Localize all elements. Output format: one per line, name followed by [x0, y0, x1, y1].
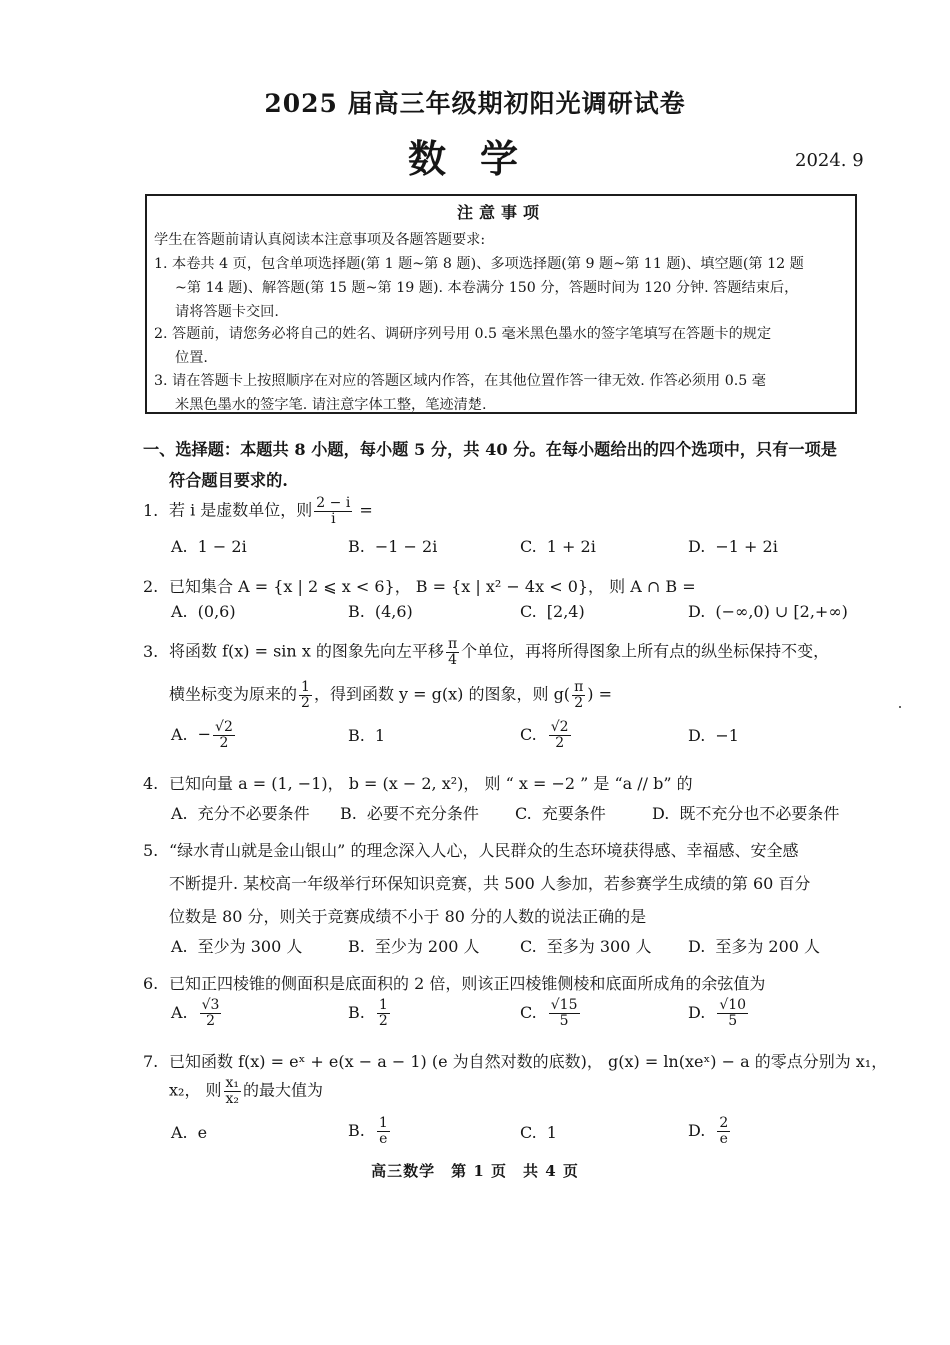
- question-stem: 若 i 是虚数单位，则: [169, 500, 313, 520]
- question-number: 7.: [143, 1052, 159, 1071]
- option-label: A.: [171, 724, 188, 744]
- notice-line: ~第 14 题)、解答题(第 15 题~第 19 题). 本卷满分 150 分，答题时间为 120 分钟. 答题结束后，: [175, 280, 799, 296]
- notice-line: 1. 本卷共 4 页，包含单项选择题(第 1 题~第 8 题)、多项选择题(第 9 题~第 11 题)、填空题(第 12 题: [154, 256, 804, 272]
- option-label: A.: [171, 1002, 188, 1022]
- option-label: A.: [171, 1123, 188, 1142]
- fraction: [572, 680, 585, 710]
- option-label: C.: [515, 804, 532, 823]
- section-heading-cont: 符合题目要求的.: [169, 471, 288, 490]
- option-label: C.: [520, 537, 537, 556]
- question-3: [143, 637, 829, 667]
- question-4: [143, 771, 693, 794]
- q7-option-b[interactable]: [348, 1116, 392, 1146]
- fraction-denominator: 2: [206, 1012, 216, 1029]
- q1-option-d[interactable]: [688, 537, 778, 556]
- option-text: 1 + 2i: [546, 537, 596, 556]
- option-label: B.: [348, 937, 365, 956]
- fraction-numerator: √15: [550, 997, 578, 1013]
- notice-box: [145, 194, 857, 414]
- option-label: D.: [688, 537, 706, 556]
- notice-line: 米黑色墨水的签字笔. 请注意字体工整，笔迹清楚.: [175, 397, 487, 413]
- fraction: [314, 496, 352, 526]
- fraction: [299, 680, 312, 710]
- fraction-numerator: 2 − i: [316, 495, 351, 511]
- notice-line: 请将答题卡交回.: [175, 304, 279, 320]
- question-number: 1.: [143, 500, 159, 520]
- option-text: 充分不必要条件: [197, 804, 310, 823]
- question-5-cont: 不断提升. 某校高一年级举行环保知识竞赛，共 500 人参加，若参赛学生成绩的第 60 百分: [169, 874, 811, 893]
- option-label: A.: [171, 937, 188, 956]
- option-label: D.: [688, 1120, 706, 1140]
- option-label: B.: [340, 804, 357, 823]
- question-stem: x₂， 则: [169, 1080, 222, 1100]
- option-label: C.: [520, 724, 537, 744]
- option-label: B.: [348, 1120, 365, 1140]
- fraction: [224, 1076, 242, 1106]
- fraction: [717, 1116, 730, 1146]
- fraction-denominator: x₂: [225, 1090, 240, 1107]
- fraction-numerator: √3: [201, 997, 220, 1013]
- question-stem: 已知函数 f(x) = eˣ + e(x − a − 1) (e 为自然对数的底数)， g(x) = ln(xeˣ) − a 的零点分别为 x₁，: [169, 1052, 888, 1071]
- exam-date: 2024. 9: [795, 150, 864, 171]
- notice-line: 3. 请在答题卡上按照顺序在对应的答题区域内作答，在其他位置作答一律无效. 作答必须用 0.5 毫: [154, 373, 766, 389]
- option-sign: −: [197, 724, 212, 744]
- option-label: D.: [688, 937, 706, 956]
- q4-option-a[interactable]: [171, 801, 310, 824]
- option-label: C.: [520, 937, 537, 956]
- question-number: 5.: [143, 841, 159, 860]
- option-text: −1 + 2i: [715, 537, 778, 556]
- question-number: 6.: [143, 974, 159, 993]
- question-stem: 个单位，再将所得图象上所有点的纵坐标保持不变，: [461, 641, 830, 661]
- option-label: B.: [348, 1002, 365, 1022]
- q1-option-c[interactable]: [520, 537, 596, 556]
- question-2: [143, 574, 696, 597]
- option-label: C.: [520, 1002, 537, 1022]
- fraction-numerator: 2: [719, 1115, 729, 1131]
- q4-option-d[interactable]: [652, 801, 839, 824]
- option-label: C.: [520, 1123, 537, 1142]
- question-5: [143, 838, 798, 861]
- q5-option-b[interactable]: [348, 934, 480, 957]
- section-heading: 一、选择题：本题共 8 小题，每小题 5 分，共 40 分。在每小题给出的四个选项中，只有一项是: [143, 440, 837, 459]
- fraction: [200, 998, 222, 1028]
- q7-option-c[interactable]: [520, 1123, 557, 1142]
- option-text: −1: [715, 726, 739, 745]
- question-number: 2.: [143, 577, 159, 596]
- fraction-numerator: √2: [550, 719, 569, 735]
- fraction-numerator: π: [574, 679, 584, 695]
- q4-option-b[interactable]: [340, 801, 479, 824]
- question-7: [143, 1049, 887, 1072]
- q5-option-d[interactable]: [688, 934, 820, 957]
- option-label: A.: [171, 602, 188, 621]
- q4-option-c[interactable]: [515, 801, 606, 824]
- question-stem: 已知正四棱锥的侧面积是底面积的 2 倍，则该正四棱锥侧棱和底面所成角的余弦值为: [169, 974, 766, 993]
- notice-intro: 学生在答题前请认真阅读本注意事项及各题答题要求:: [154, 232, 486, 248]
- fraction-numerator: √2: [215, 719, 233, 735]
- option-label: C.: [520, 602, 537, 621]
- fraction-denominator: 2: [301, 694, 310, 711]
- option-text: [2,4): [546, 602, 585, 621]
- option-text: 必要不充分条件: [366, 804, 479, 823]
- fraction-denominator: 2: [555, 734, 565, 751]
- fraction-numerator: π: [447, 636, 458, 652]
- question-1: [143, 496, 373, 526]
- option-text: e: [197, 1123, 208, 1142]
- scan-speck: [899, 706, 901, 708]
- q1-option-b[interactable]: [348, 537, 437, 556]
- q6-option-b[interactable]: [348, 998, 392, 1028]
- fraction-numerator: 1: [378, 997, 388, 1013]
- option-text: 1: [374, 726, 386, 745]
- question-3-cont: [169, 680, 612, 710]
- fraction-denominator: e: [719, 1130, 728, 1147]
- option-text: (4,6): [374, 602, 413, 621]
- option-label: D.: [688, 1002, 706, 1022]
- fraction-numerator: x₁: [225, 1075, 240, 1091]
- fraction-denominator: 2: [219, 734, 229, 751]
- q6-option-a[interactable]: [171, 998, 223, 1028]
- notice-line: 位置.: [175, 350, 208, 366]
- option-text: 1: [546, 1123, 557, 1142]
- fraction: [549, 998, 580, 1028]
- q2-option-d[interactable]: [688, 602, 848, 621]
- q1-option-a[interactable]: [171, 537, 247, 556]
- question-stem-end: 的最大值为: [243, 1080, 324, 1100]
- question-stem: 已知集合 A = {x | 2 ⩽ x < 6}， B = {x | x² − 4x < 0}， 则 A ∩ B =: [169, 577, 696, 596]
- question-stem-end: =: [354, 500, 373, 520]
- option-label: B.: [348, 726, 365, 745]
- q3-option-c[interactable]: [520, 720, 573, 750]
- fraction: [549, 720, 571, 750]
- fraction-numerator: 1: [378, 1115, 388, 1131]
- question-stem: ，得到函数 y = g(x) 的图象，则 g(: [313, 684, 571, 704]
- option-text: 既不充分也不必要条件: [679, 804, 840, 823]
- fraction-denominator: 4: [448, 651, 457, 668]
- fraction-denominator: 2: [378, 1012, 388, 1029]
- q7-option-a[interactable]: [171, 1123, 207, 1142]
- notice-title: 注意事项: [456, 203, 545, 222]
- fraction: [446, 637, 459, 667]
- fraction-numerator: √10: [719, 997, 747, 1013]
- fraction-denominator: 5: [559, 1012, 569, 1029]
- fraction: [213, 720, 235, 750]
- exam-title: 2025 届高三年级期初阳光调研试卷: [264, 89, 686, 118]
- question-number: 4.: [143, 774, 159, 793]
- option-text: 1 − 2i: [197, 537, 247, 556]
- question-stem: “绿水青山就是金山银山” 的理念深入人心，人民群众的生态环境获得感、幸福感、安全感: [169, 841, 799, 860]
- fraction: [377, 1116, 390, 1146]
- question-stem-end: ) =: [587, 684, 612, 704]
- option-label: B.: [348, 537, 365, 556]
- option-label: A.: [171, 537, 188, 556]
- option-text: 至少为 200 人: [374, 937, 480, 956]
- q7-option-d[interactable]: [688, 1116, 732, 1146]
- option-label: D.: [688, 726, 706, 745]
- question-6: [143, 971, 765, 994]
- page-footer: 高三数学 第 1 页 共 4 页: [371, 1162, 579, 1180]
- fraction-numerator: 1: [301, 679, 310, 695]
- q2-option-c[interactable]: [520, 602, 585, 621]
- fraction-denominator: e: [379, 1130, 388, 1147]
- question-stem: 横坐标变为原来的: [169, 684, 298, 704]
- fraction-denominator: 2: [574, 694, 584, 711]
- notice-line: 2. 答题前，请您务必将自己的姓名、调研序列号用 0.5 毫米黑色墨水的签字笔填写在答题卡的规定: [154, 326, 772, 342]
- option-label: A.: [171, 804, 188, 823]
- option-label: D.: [688, 602, 706, 621]
- question-stem: 将函数 f(x) = sin x 的图象先向左平移: [169, 641, 444, 661]
- option-text: (0,6): [197, 602, 236, 621]
- q6-option-c[interactable]: [520, 998, 582, 1028]
- option-text: −1 − 2i: [374, 537, 438, 556]
- option-text: 至少为 300 人: [197, 937, 303, 956]
- q3-option-b[interactable]: [348, 726, 385, 745]
- fraction-denominator: 5: [728, 1012, 738, 1029]
- option-label: B.: [348, 602, 365, 621]
- option-label: D.: [652, 804, 670, 823]
- question-7-cont: [169, 1076, 323, 1106]
- question-number: 3.: [143, 641, 159, 661]
- option-text: (−∞,0) ∪ [2,+∞): [715, 602, 848, 621]
- fraction: [377, 998, 390, 1028]
- fraction: [717, 998, 748, 1028]
- option-text: 至多为 200 人: [715, 937, 821, 956]
- question-stem: 已知向量 a = (1, −1)， b = (x − 2, x²)， 则 “ x = −2 ” 是 “a // b” 的: [169, 774, 693, 793]
- fraction-denominator: i: [331, 510, 336, 527]
- option-text: 至多为 300 人: [546, 937, 652, 956]
- option-text: 充要条件: [541, 804, 606, 823]
- q2-option-b[interactable]: [348, 602, 413, 621]
- q3-option-d[interactable]: [688, 726, 739, 745]
- q3-option-a[interactable]: [171, 720, 237, 750]
- q5-option-a[interactable]: [171, 934, 302, 957]
- q6-option-d[interactable]: [688, 998, 750, 1028]
- q5-option-c[interactable]: [520, 934, 651, 957]
- question-5-cont: 位数是 80 分，则关于竞赛成绩不小于 80 分的人数的说法正确的是: [169, 907, 647, 926]
- subject-title: 数学: [407, 136, 552, 181]
- q2-option-a[interactable]: [171, 602, 236, 621]
